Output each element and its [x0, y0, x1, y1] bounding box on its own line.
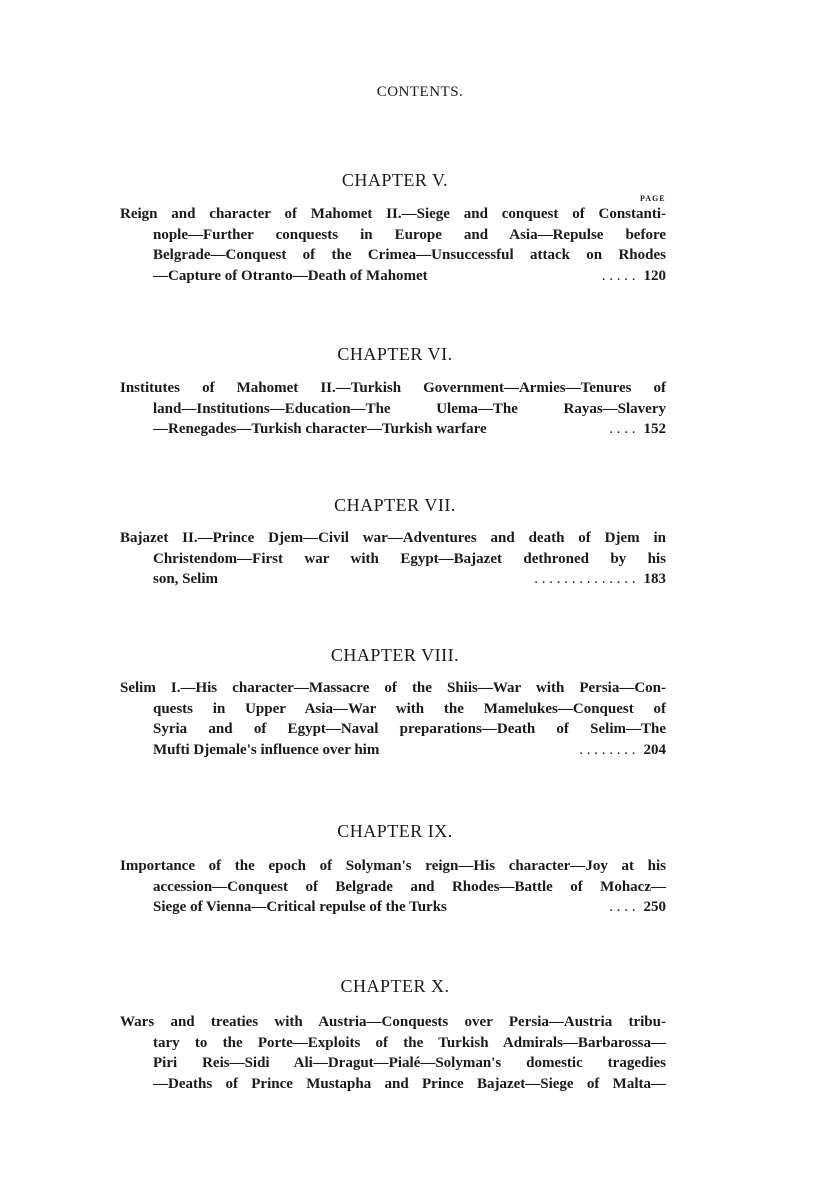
entry-line: Institutes of Mahomet II.—Turkish Government—Armies—Tenures of — [120, 380, 666, 396]
entry-line: Bajazet II.—Prince Djem—Civil war—Adventures and death of Djem in — [120, 530, 666, 546]
chapter-heading-vi: CHAPTER VI. — [337, 344, 453, 364]
contents-entry-x — [120, 1012, 666, 1094]
entry-line: land—Institutions—Education—The Ulema—The Rayas—Slavery — [153, 400, 666, 417]
dot-leader: . . . . — [609, 899, 636, 915]
entry-text: Siege of Vienna—Critical repulse of the Turks — [153, 899, 447, 915]
entry-line: Piri Reis—Sidi Ali—Dragut—Pialé—Solyman's domestic tragedies — [153, 1055, 666, 1071]
contents-entry-v — [120, 204, 666, 286]
dot-leader: . . . . . . . . — [579, 741, 636, 758]
dot-leader: . . . . — [609, 421, 636, 437]
entry-line-last — [120, 897, 666, 918]
entry-text: —Capture of Otranto—Death of Mahomet — [153, 267, 428, 284]
entry-line: nople—Further conquests in Europe and Asia—Repulse before — [153, 226, 666, 243]
dot-leader: . . . . . — [601, 267, 636, 284]
page-number: 204 — [643, 741, 666, 758]
entry-text: Mufti Djemale's influence over him — [153, 741, 380, 758]
entry-line-last — [120, 740, 666, 761]
contents-entry-ix — [120, 856, 666, 918]
contents-entry-viii — [120, 678, 666, 760]
page-number: 152 — [643, 421, 666, 437]
entry-line: Syria and of Egypt—Naval preparations—Death of Selim—The — [153, 721, 666, 737]
entry-line-last — [120, 266, 666, 287]
entry-line-last — [120, 569, 666, 590]
chapter-heading-x: CHAPTER X. — [340, 976, 450, 996]
entry-line: Belgrade—Conquest of the Crimea—Unsuccessful attack on Rhodes — [153, 247, 666, 263]
chapter-heading-viii: CHAPTER VIII. — [330, 645, 460, 665]
entry-line: Importance of the epoch of Solyman's reign—His character—Joy at his — [120, 858, 666, 874]
contents-entry-vii — [120, 528, 666, 590]
entry-text: —Renegades—Turkish character—Turkish warfare — [153, 421, 487, 437]
dot-leader: . . . . . . . . . . . . . . — [534, 571, 636, 587]
page-column-label: PAGE — [640, 194, 666, 203]
entry-text: son, Selim — [153, 571, 219, 587]
entry-line: tary to the Porte—Exploits of the Turkish Admirals—Barbarossa— — [153, 1034, 666, 1051]
entry-line: Christendom—First war with Egypt—Bajazet dethroned by his — [153, 550, 666, 567]
entry-line: Selim I.—His character—Massacre of the Shiis—War with Persia—Con- — [120, 680, 666, 696]
contents-entry-vi — [120, 378, 666, 440]
chapter-heading-ix: CHAPTER IX. — [337, 821, 453, 841]
entry-line: accession—Conquest of Belgrade and Rhodes—Battle of Mohacz— — [153, 878, 666, 895]
entry-line: Wars and treaties with Austria—Conquests over Persia—Austria tribu- — [120, 1014, 666, 1030]
chapter-heading-vii: CHAPTER VII. — [334, 495, 456, 515]
entry-line: quests in Upper Asia—War with the Mamelukes—Conquest of — [153, 700, 666, 717]
chapter-heading-v: CHAPTER V. — [341, 170, 449, 190]
entry-line: Reign and character of Mahomet II.—Siege and conquest of Constanti- — [120, 206, 666, 222]
page-number: 250 — [643, 899, 666, 915]
page-number: 183 — [643, 571, 666, 587]
page-title: CONTENTS. — [376, 84, 464, 100]
page-number: 120 — [643, 267, 666, 284]
entry-line: —Deaths of Prince Mustapha and Prince Bajazet—Siege of Malta— — [153, 1075, 666, 1092]
entry-line-last — [120, 419, 666, 440]
